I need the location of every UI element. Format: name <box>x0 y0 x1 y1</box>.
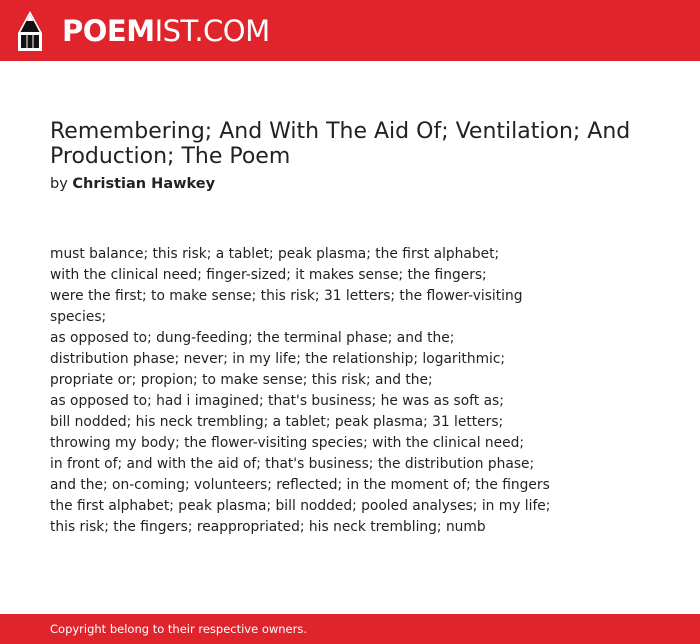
byline <box>50 174 215 194</box>
poem-line: and the; on-coming; volunteers; reflected; in the moment of; the fingers <box>50 477 550 493</box>
by-label: by <box>50 176 68 192</box>
poem-line: the first alphabet; peak plasma; bill nodded; pooled analyses; in my life; <box>50 498 551 514</box>
poem-line: throwing my body; the flower-visiting species; with the clinical need; <box>50 435 525 451</box>
logo-text-light: IST.COM <box>154 14 270 48</box>
poem-line: distribution phase; never; in my life; the relationship; logarithmic; <box>50 351 506 367</box>
site-logo[interactable] <box>62 11 270 51</box>
poem-line: with the clinical need; finger-sized; it makes sense; the fingers; <box>50 267 487 283</box>
poem-line: propriate or; propion; to make sense; this risk; and the; <box>50 372 433 388</box>
site-header <box>0 0 700 61</box>
poem-line: this risk; the fingers; reappropriated; his neck trembling; numb <box>50 519 486 535</box>
site-footer <box>0 614 700 644</box>
poem-line: must balance; this risk; a tablet; peak plasma; the first alphabet; <box>50 246 500 262</box>
logo-text-strong: POEM <box>62 14 155 48</box>
poem-line: species; <box>50 309 107 325</box>
poem-line: in front of; and with the aid of; that's business; the distribution phase; <box>50 456 535 472</box>
poem-line: as opposed to; had i imagined; that's business; he was as soft as; <box>50 393 504 409</box>
poem-line: bill nodded; his neck trembling; a tablet; peak plasma; 31 letters; <box>50 414 504 430</box>
pencil-icon[interactable] <box>18 11 42 51</box>
copyright-notice: Copyright belong to their respective owners. <box>50 622 308 636</box>
poem-line: were the first; to make sense; this risk; 31 letters; the flower-visiting <box>50 288 523 304</box>
poem-title: Remembering; And With The Aid Of; Ventilation; And Production; The Poem <box>50 119 631 169</box>
author-name: Christian Hawkey <box>72 176 216 192</box>
poem-body <box>50 244 650 538</box>
poem-line: as opposed to; dung-feeding; the terminal phase; and the; <box>50 330 455 346</box>
